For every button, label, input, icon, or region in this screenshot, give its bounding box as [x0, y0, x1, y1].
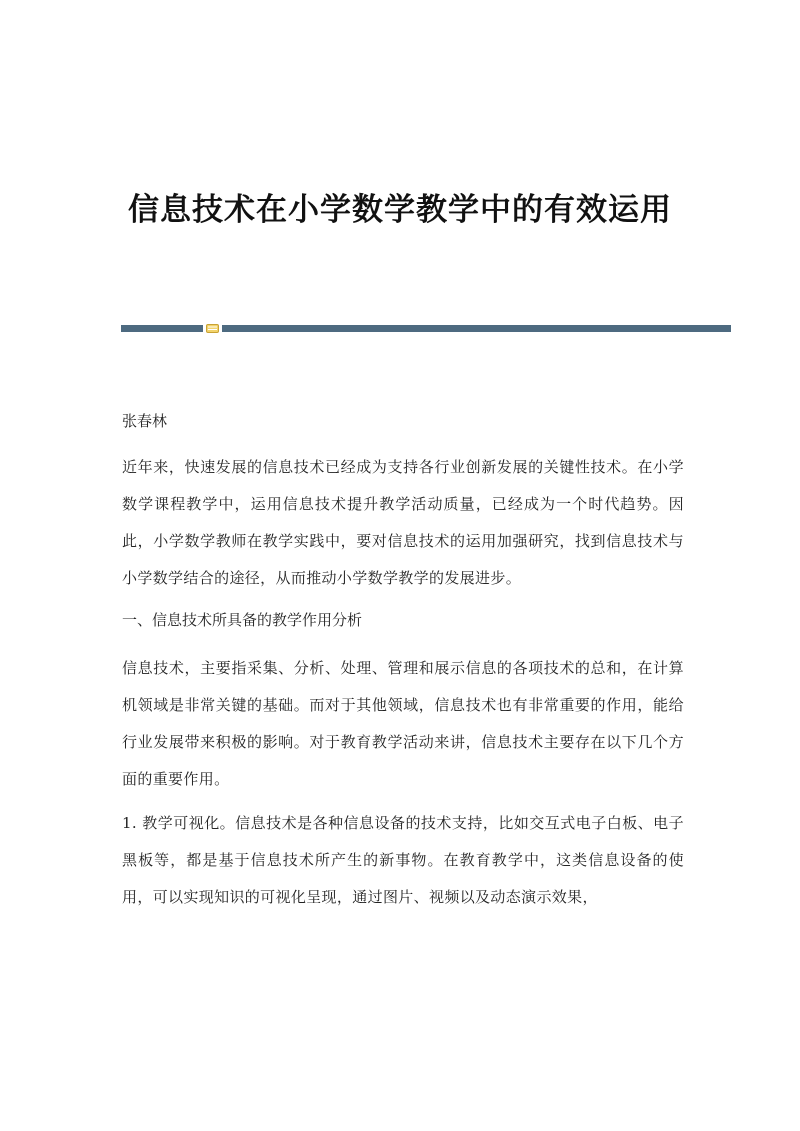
body-paragraph: 信息技术，主要指采集、分析、处理、管理和展示信息的各项技术的总和，在计算机领域是非常关键的基础。而对于其他领域，信息技术也有非常重要的作用，能给行业发展带来积极的影响。对于教育教学活动来讲，信息技术主要存在以下几个方面的重要作用。: [122, 659, 684, 788]
divider-bar-left: [121, 325, 203, 332]
book-emblem-icon: [206, 324, 219, 333]
section-heading: 一、信息技术所具备的教学作用分析: [122, 611, 363, 629]
divider-bar-right: [222, 325, 731, 332]
author-name: 张春林: [122, 412, 168, 430]
document-title: 信息技术在小学数学教学中的有效运用: [128, 192, 672, 228]
document-body: [122, 405, 684, 923]
body-paragraph: 1. 教学可视化。信息技术是各种信息设备的技术支持，比如交互式电子白板、电子黑板等，都是基于信息技术所产生的新事物。在教育教学中，这类信息设备的使用，可以实现知识的可视化呈现，通过图片、视频以及动态演示效果，: [122, 814, 684, 906]
intro-paragraph: 近年来，快速发展的信息技术已经成为支持各行业创新发展的关键性技术。在小学数学课程教学中，运用信息技术提升教学活动质量，已经成为一个时代趋势。因此，小学数学教师在教学实践中，要对信息技术的运用加强研究，找到信息技术与小学数学结合的途径，从而推动小学数学教学的发展进步。: [122, 458, 684, 587]
title-divider: [121, 325, 731, 332]
